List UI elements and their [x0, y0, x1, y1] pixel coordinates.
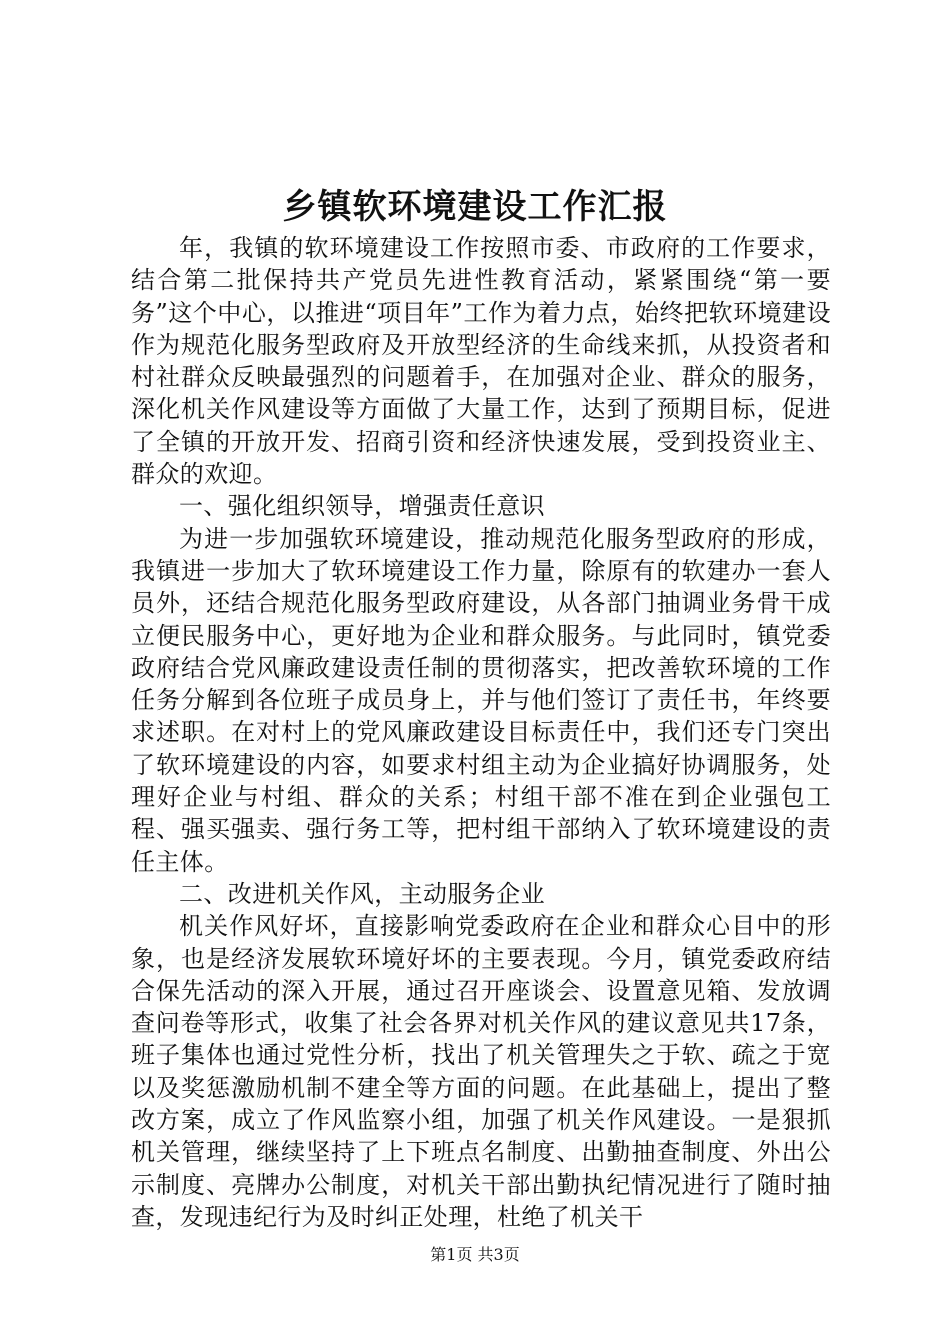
paragraph-intro: 年，我镇的软环境建设工作按照市委、市政府的工作要求，结合第二批保持共产党员先进性教育活动，紧紧围绕“第一要务”这个中心，以推进“项目年”工作为着力点，始终把软环境建设作为规范化服务型政府及开放型经济的生命线来抓，从投资者和村社群众反映最强烈的问题着手，在加强对企业、群众的服务，深化机关作风建设等方面做了大量工作，达到了预期目标，促进了全镇的开放开发、招商引资和经济快速发展，受到投资业主、群众的欢迎。 [131, 234, 831, 489]
document-body [131, 232, 831, 1233]
section-heading-1: 一、强化组织领导，增强责任意识 [179, 492, 545, 521]
paragraph-section-2: 机关作风好坏，直接影响党委政府在企业和群众心目中的形象，也是经济发展软环境好坏的主要表现。今月，镇党委政府结合保先活动的深入开展，通过召开座谈会、设置意见箱、发放调查问卷等形式，收集了社会各界对机关作风的建议意见共17条，班子集体也通过党性分析，找出了机关管理失之于软、疏之于宽以及奖惩激励机制不建全等方面的问题。在此基础上，提出了整改方案，成立了作风监察小组，加强了机关作风建设。一是狠抓机关管理，继续坚持了上下班点名制度、出勤抽查制度、外出公示制度、亮牌办公制度，对机关干部出勤执纪情况进行了随时抽查，发现违纪行为及时纠正处理，杜绝了机关干 [131, 912, 831, 1231]
page-footer: 第1页 共3页 [430, 1245, 520, 1264]
paragraph-section-1: 为进一步加强软环境建设，推动规范化服务型政府的形成，我镇进一步加大了软环境建设工作力量，除原有的软建办一套人员外，还结合规范化服务型政府建设，从各部门抽调业务骨干成立便民服务中心，更好地为企业和群众服务。与此同时，镇党委政府结合党风廉政建设责任制的贯彻落实，把改善软环境的工作任务分解到各位班子成员身上，并与他们签订了责任书，年终要求述职。在对村上的党风廉政建设目标责任中，我们还专门突出了软环境建设的内容，如要求村组主动为企业搞好协调服务，处理好企业与村组、群众的关系；村组干部不准在到企业强包工程、强买强卖、强行务工等，把村组干部纳入了软环境建设的责任主体。 [131, 524, 831, 876]
document-title: 乡镇软环境建设工作汇报 [282, 187, 668, 227]
section-heading-2: 二、改进机关作风，主动服务企业 [179, 879, 545, 908]
